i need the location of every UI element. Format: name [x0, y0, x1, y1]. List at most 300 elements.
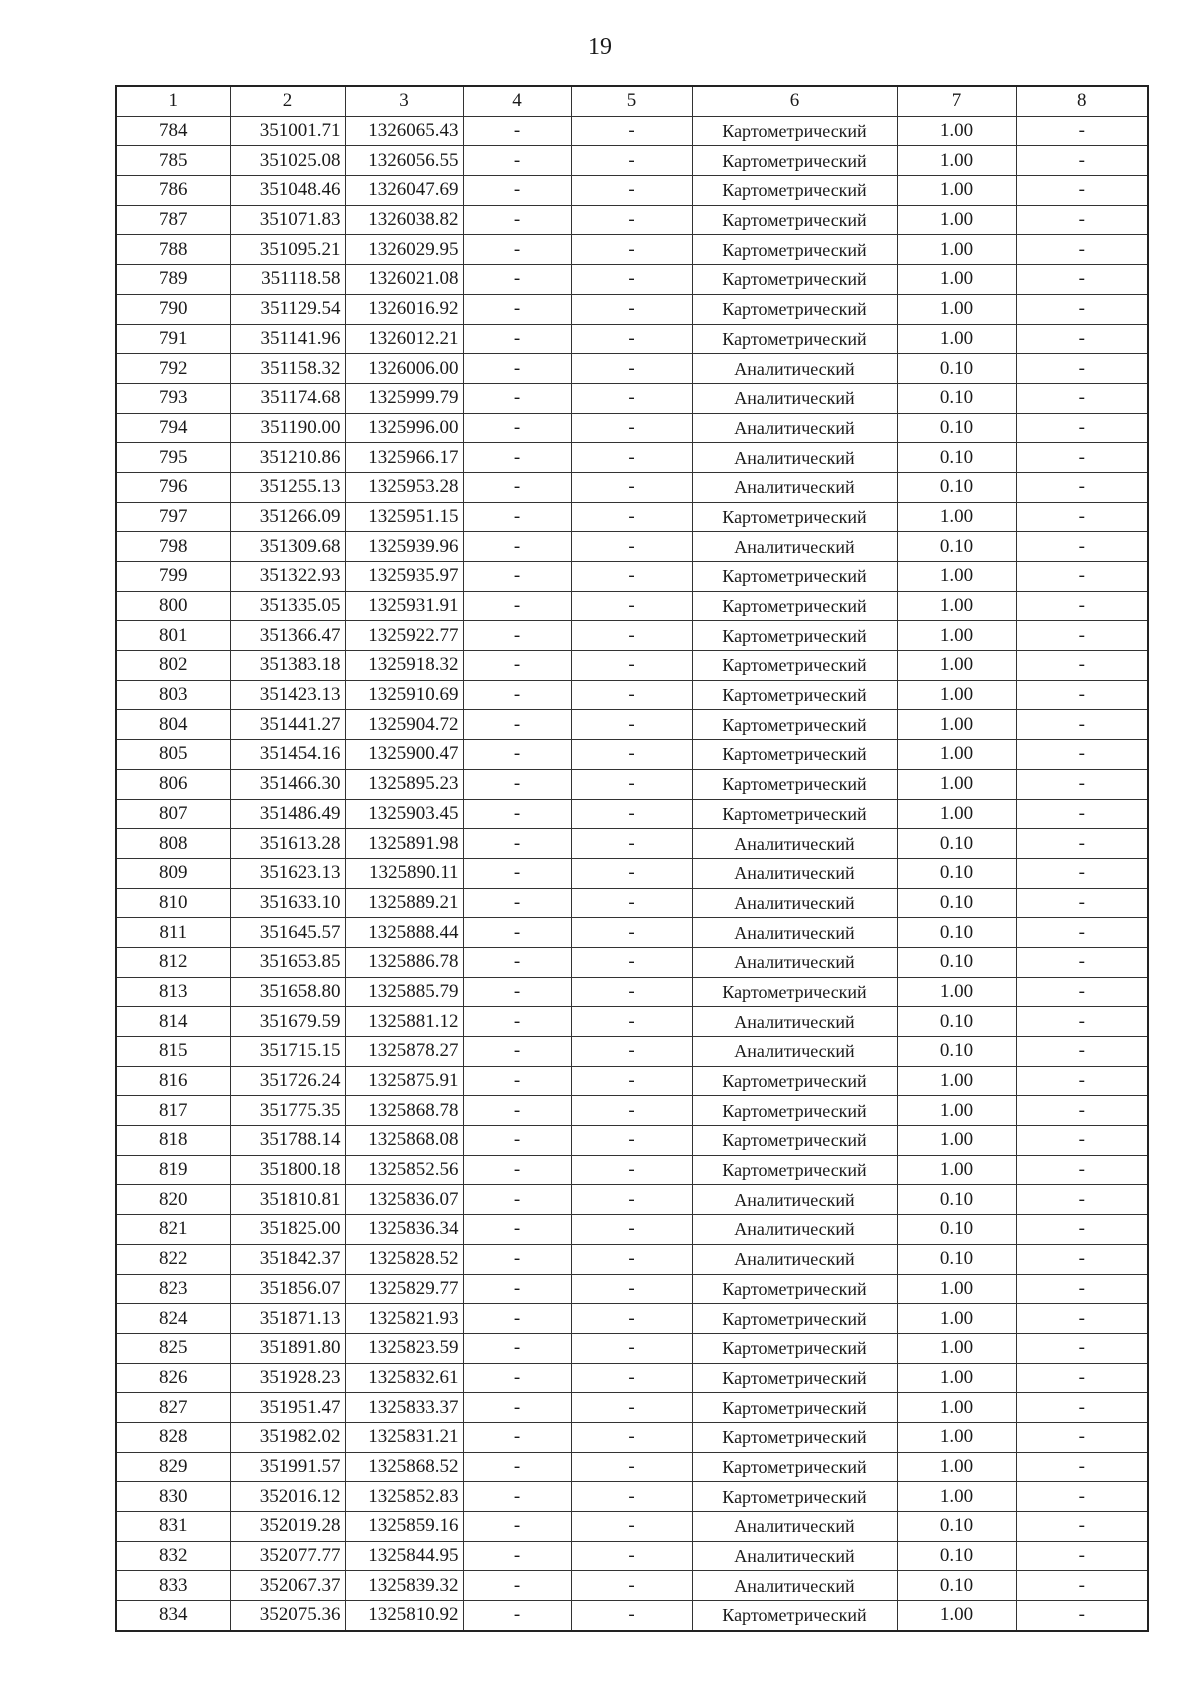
- cell-point-number: 821: [116, 1215, 230, 1245]
- cell-point-number: 830: [116, 1482, 230, 1512]
- cell-x-coordinate: 351309.68: [230, 532, 345, 562]
- cell-col4-value: -: [463, 680, 571, 710]
- cell-y-coordinate: 1325996.00: [345, 413, 463, 443]
- cell-y-coordinate: 1325931.91: [345, 591, 463, 621]
- cell-col5-value: -: [571, 888, 692, 918]
- cell-accuracy: 1.00: [897, 1363, 1016, 1393]
- cell-col4-value: -: [463, 562, 571, 592]
- cell-col8-value: -: [1016, 1571, 1148, 1601]
- cell-x-coordinate: 352077.77: [230, 1541, 345, 1571]
- cell-col4-value: -: [463, 1096, 571, 1126]
- cell-col8-value: -: [1016, 562, 1148, 592]
- cell-y-coordinate: 1325904.72: [345, 710, 463, 740]
- cell-col8-value: -: [1016, 354, 1148, 384]
- cell-accuracy: 1.00: [897, 1393, 1016, 1423]
- cell-accuracy: 0.10: [897, 1541, 1016, 1571]
- cell-point-number: 798: [116, 532, 230, 562]
- cell-method: Аналитический: [692, 888, 897, 918]
- cell-accuracy: 1.00: [897, 176, 1016, 206]
- cell-col4-value: -: [463, 829, 571, 859]
- cell-x-coordinate: 351210.86: [230, 443, 345, 473]
- cell-accuracy: 0.10: [897, 1037, 1016, 1067]
- cell-y-coordinate: 1325844.95: [345, 1541, 463, 1571]
- cell-y-coordinate: 1325868.08: [345, 1126, 463, 1156]
- cell-y-coordinate: 1326065.43: [345, 116, 463, 146]
- cell-col4-value: -: [463, 858, 571, 888]
- table-row: [116, 146, 1148, 176]
- cell-col4-value: -: [463, 502, 571, 532]
- cell-x-coordinate: 351928.23: [230, 1363, 345, 1393]
- cell-col8-value: -: [1016, 532, 1148, 562]
- cell-accuracy: 0.10: [897, 888, 1016, 918]
- cell-accuracy: 1.00: [897, 621, 1016, 651]
- cell-method: Аналитический: [692, 413, 897, 443]
- cell-point-number: 820: [116, 1185, 230, 1215]
- table-row: [116, 1066, 1148, 1096]
- cell-col5-value: -: [571, 1007, 692, 1037]
- cell-col8-value: -: [1016, 591, 1148, 621]
- cell-x-coordinate: 351982.02: [230, 1422, 345, 1452]
- cell-method: Картометрический: [692, 205, 897, 235]
- cell-col5-value: -: [571, 1541, 692, 1571]
- cell-method: Аналитический: [692, 383, 897, 413]
- cell-point-number: 813: [116, 977, 230, 1007]
- cell-point-number: 826: [116, 1363, 230, 1393]
- cell-x-coordinate: 351129.54: [230, 294, 345, 324]
- table-row: [116, 1274, 1148, 1304]
- cell-col5-value: -: [571, 858, 692, 888]
- cell-col4-value: -: [463, 1274, 571, 1304]
- cell-col8-value: -: [1016, 1066, 1148, 1096]
- cell-method: Картометрический: [692, 769, 897, 799]
- cell-col5-value: -: [571, 740, 692, 770]
- cell-col8-value: -: [1016, 205, 1148, 235]
- table-row: [116, 769, 1148, 799]
- cell-x-coordinate: 352016.12: [230, 1482, 345, 1512]
- cell-col8-value: -: [1016, 1482, 1148, 1512]
- cell-col8-value: -: [1016, 176, 1148, 206]
- cell-y-coordinate: 1325810.92: [345, 1601, 463, 1631]
- cell-accuracy: 1.00: [897, 205, 1016, 235]
- cell-point-number: 800: [116, 591, 230, 621]
- cell-col5-value: -: [571, 1126, 692, 1156]
- cell-x-coordinate: 351991.57: [230, 1452, 345, 1482]
- table-row: [116, 116, 1148, 146]
- cell-point-number: 827: [116, 1393, 230, 1423]
- cell-method: Аналитический: [692, 1512, 897, 1542]
- cell-col4-value: -: [463, 1422, 571, 1452]
- cell-y-coordinate: 1325951.15: [345, 502, 463, 532]
- table-row: [116, 205, 1148, 235]
- cell-accuracy: 1.00: [897, 324, 1016, 354]
- cell-col8-value: -: [1016, 502, 1148, 532]
- cell-x-coordinate: 351633.10: [230, 888, 345, 918]
- cell-y-coordinate: 1326038.82: [345, 205, 463, 235]
- cell-accuracy: 0.10: [897, 1571, 1016, 1601]
- cell-col8-value: -: [1016, 235, 1148, 265]
- cell-point-number: 807: [116, 799, 230, 829]
- column-header-8: 8: [1016, 86, 1148, 116]
- cell-y-coordinate: 1325852.56: [345, 1155, 463, 1185]
- cell-accuracy: 1.00: [897, 235, 1016, 265]
- cell-col8-value: -: [1016, 1007, 1148, 1037]
- table-row: [116, 1185, 1148, 1215]
- cell-y-coordinate: 1325852.83: [345, 1482, 463, 1512]
- cell-accuracy: 1.00: [897, 1155, 1016, 1185]
- cell-col4-value: -: [463, 1482, 571, 1512]
- cell-method: Картометрический: [692, 1096, 897, 1126]
- table-row: [116, 799, 1148, 829]
- table-row: [116, 1007, 1148, 1037]
- cell-col4-value: -: [463, 1541, 571, 1571]
- cell-x-coordinate: 351423.13: [230, 680, 345, 710]
- cell-col5-value: -: [571, 1571, 692, 1601]
- cell-y-coordinate: 1325891.98: [345, 829, 463, 859]
- page-number: 19: [588, 34, 612, 60]
- cell-col5-value: -: [571, 116, 692, 146]
- cell-col5-value: -: [571, 562, 692, 592]
- cell-x-coordinate: 351158.32: [230, 354, 345, 384]
- cell-accuracy: 1.00: [897, 680, 1016, 710]
- cell-point-number: 808: [116, 829, 230, 859]
- cell-col5-value: -: [571, 532, 692, 562]
- cell-point-number: 785: [116, 146, 230, 176]
- table-row: [116, 591, 1148, 621]
- cell-accuracy: 1.00: [897, 651, 1016, 681]
- cell-x-coordinate: 351891.80: [230, 1333, 345, 1363]
- cell-x-coordinate: 351071.83: [230, 205, 345, 235]
- table-row: [116, 977, 1148, 1007]
- cell-col4-value: -: [463, 1007, 571, 1037]
- cell-col5-value: -: [571, 977, 692, 1007]
- cell-y-coordinate: 1326056.55: [345, 146, 463, 176]
- cell-x-coordinate: 351001.71: [230, 116, 345, 146]
- table-row: [116, 1155, 1148, 1185]
- cell-y-coordinate: 1325999.79: [345, 383, 463, 413]
- cell-point-number: 791: [116, 324, 230, 354]
- cell-method: Картометрический: [692, 591, 897, 621]
- cell-col4-value: -: [463, 1215, 571, 1245]
- cell-y-coordinate: 1325953.28: [345, 472, 463, 502]
- cell-point-number: 832: [116, 1541, 230, 1571]
- cell-col8-value: -: [1016, 977, 1148, 1007]
- cell-point-number: 793: [116, 383, 230, 413]
- cell-y-coordinate: 1326047.69: [345, 176, 463, 206]
- cell-x-coordinate: 351623.13: [230, 858, 345, 888]
- cell-x-coordinate: 351800.18: [230, 1155, 345, 1185]
- cell-y-coordinate: 1325829.77: [345, 1274, 463, 1304]
- cell-col5-value: -: [571, 799, 692, 829]
- cell-x-coordinate: 351025.08: [230, 146, 345, 176]
- cell-accuracy: 0.10: [897, 443, 1016, 473]
- cell-method: Аналитический: [692, 858, 897, 888]
- cell-accuracy: 1.00: [897, 591, 1016, 621]
- cell-x-coordinate: 351335.05: [230, 591, 345, 621]
- cell-accuracy: 0.10: [897, 829, 1016, 859]
- cell-accuracy: 0.10: [897, 354, 1016, 384]
- cell-point-number: 819: [116, 1155, 230, 1185]
- cell-point-number: 805: [116, 740, 230, 770]
- cell-col5-value: -: [571, 1333, 692, 1363]
- cell-accuracy: 1.00: [897, 710, 1016, 740]
- cell-col5-value: -: [571, 1274, 692, 1304]
- cell-x-coordinate: 351366.47: [230, 621, 345, 651]
- cell-col5-value: -: [571, 146, 692, 176]
- cell-y-coordinate: 1325886.78: [345, 947, 463, 977]
- cell-point-number: 833: [116, 1571, 230, 1601]
- cell-y-coordinate: 1326012.21: [345, 324, 463, 354]
- column-header-2: 2: [230, 86, 345, 116]
- cell-accuracy: 1.00: [897, 1274, 1016, 1304]
- cell-col4-value: -: [463, 621, 571, 651]
- cell-method: Картометрический: [692, 621, 897, 651]
- cell-x-coordinate: 352019.28: [230, 1512, 345, 1542]
- cell-x-coordinate: 351255.13: [230, 472, 345, 502]
- cell-col8-value: -: [1016, 294, 1148, 324]
- cell-col8-value: -: [1016, 1601, 1148, 1631]
- cell-y-coordinate: 1325875.91: [345, 1066, 463, 1096]
- cell-col4-value: -: [463, 740, 571, 770]
- table-row: [116, 858, 1148, 888]
- table-row: [116, 710, 1148, 740]
- table-row: [116, 502, 1148, 532]
- cell-point-number: 804: [116, 710, 230, 740]
- cell-accuracy: 1.00: [897, 1096, 1016, 1126]
- cell-col8-value: -: [1016, 1304, 1148, 1334]
- table-row: [116, 1244, 1148, 1274]
- cell-col5-value: -: [571, 1482, 692, 1512]
- cell-col4-value: -: [463, 472, 571, 502]
- table-row: [116, 472, 1148, 502]
- cell-col4-value: -: [463, 324, 571, 354]
- cell-method: Аналитический: [692, 947, 897, 977]
- cell-x-coordinate: 351466.30: [230, 769, 345, 799]
- table-row: [116, 829, 1148, 859]
- cell-col5-value: -: [571, 354, 692, 384]
- cell-x-coordinate: 351679.59: [230, 1007, 345, 1037]
- cell-accuracy: 1.00: [897, 1452, 1016, 1482]
- cell-method: Аналитический: [692, 829, 897, 859]
- table-row: [116, 651, 1148, 681]
- cell-col4-value: -: [463, 116, 571, 146]
- cell-method: Картометрический: [692, 176, 897, 206]
- table-row: [116, 680, 1148, 710]
- cell-col8-value: -: [1016, 1037, 1148, 1067]
- cell-point-number: 795: [116, 443, 230, 473]
- cell-y-coordinate: 1326021.08: [345, 265, 463, 295]
- table-row: [116, 1037, 1148, 1067]
- cell-col4-value: -: [463, 146, 571, 176]
- cell-point-number: 799: [116, 562, 230, 592]
- cell-y-coordinate: 1325828.52: [345, 1244, 463, 1274]
- cell-col8-value: -: [1016, 1363, 1148, 1393]
- cell-col4-value: -: [463, 265, 571, 295]
- cell-col5-value: -: [571, 710, 692, 740]
- cell-x-coordinate: 351658.80: [230, 977, 345, 1007]
- cell-col8-value: -: [1016, 1185, 1148, 1215]
- column-header-5: 5: [571, 86, 692, 116]
- cell-y-coordinate: 1325885.79: [345, 977, 463, 1007]
- cell-y-coordinate: 1325821.93: [345, 1304, 463, 1334]
- cell-col4-value: -: [463, 710, 571, 740]
- cell-method: Картометрический: [692, 977, 897, 1007]
- cell-col8-value: -: [1016, 1333, 1148, 1363]
- table-body: [116, 116, 1148, 1631]
- cell-point-number: 812: [116, 947, 230, 977]
- cell-col4-value: -: [463, 888, 571, 918]
- cell-x-coordinate: 351951.47: [230, 1393, 345, 1423]
- cell-point-number: 815: [116, 1037, 230, 1067]
- cell-accuracy: 0.10: [897, 1215, 1016, 1245]
- cell-y-coordinate: 1325890.11: [345, 858, 463, 888]
- cell-x-coordinate: 351653.85: [230, 947, 345, 977]
- cell-method: Аналитический: [692, 443, 897, 473]
- cell-col8-value: -: [1016, 829, 1148, 859]
- cell-col4-value: -: [463, 1393, 571, 1423]
- cell-method: Картометрический: [692, 146, 897, 176]
- table-row: [116, 1601, 1148, 1631]
- cell-col5-value: -: [571, 769, 692, 799]
- cell-method: Аналитический: [692, 1185, 897, 1215]
- cell-col8-value: -: [1016, 799, 1148, 829]
- cell-accuracy: 1.00: [897, 1333, 1016, 1363]
- cell-col8-value: -: [1016, 1155, 1148, 1185]
- cell-method: Картометрический: [692, 680, 897, 710]
- cell-accuracy: 1.00: [897, 146, 1016, 176]
- cell-y-coordinate: 1325888.44: [345, 918, 463, 948]
- cell-point-number: 831: [116, 1512, 230, 1542]
- table-row: [116, 443, 1148, 473]
- column-header-3: 3: [345, 86, 463, 116]
- cell-point-number: 810: [116, 888, 230, 918]
- cell-col4-value: -: [463, 294, 571, 324]
- cell-col5-value: -: [571, 918, 692, 948]
- cell-col4-value: -: [463, 413, 571, 443]
- cell-point-number: 824: [116, 1304, 230, 1334]
- cell-point-number: 802: [116, 651, 230, 681]
- cell-point-number: 828: [116, 1422, 230, 1452]
- cell-accuracy: 1.00: [897, 294, 1016, 324]
- cell-x-coordinate: 351048.46: [230, 176, 345, 206]
- cell-col8-value: -: [1016, 1452, 1148, 1482]
- cell-method: Картометрический: [692, 1363, 897, 1393]
- cell-x-coordinate: 351174.68: [230, 383, 345, 413]
- cell-point-number: 822: [116, 1244, 230, 1274]
- cell-col8-value: -: [1016, 265, 1148, 295]
- cell-method: Картометрический: [692, 1601, 897, 1631]
- cell-col8-value: -: [1016, 858, 1148, 888]
- cell-point-number: 784: [116, 116, 230, 146]
- cell-col4-value: -: [463, 977, 571, 1007]
- cell-x-coordinate: 351645.57: [230, 918, 345, 948]
- cell-y-coordinate: 1325966.17: [345, 443, 463, 473]
- cell-method: Картометрический: [692, 562, 897, 592]
- cell-col8-value: -: [1016, 621, 1148, 651]
- cell-method: Аналитический: [692, 1215, 897, 1245]
- cell-point-number: 816: [116, 1066, 230, 1096]
- cell-x-coordinate: 351441.27: [230, 710, 345, 740]
- cell-y-coordinate: 1325839.32: [345, 1571, 463, 1601]
- cell-col5-value: -: [571, 1363, 692, 1393]
- cell-col4-value: -: [463, 947, 571, 977]
- cell-col8-value: -: [1016, 324, 1148, 354]
- cell-col4-value: -: [463, 1571, 571, 1601]
- cell-method: Картометрический: [692, 1304, 897, 1334]
- cell-col8-value: -: [1016, 472, 1148, 502]
- column-header-6: 6: [692, 86, 897, 116]
- cell-col5-value: -: [571, 1512, 692, 1542]
- cell-accuracy: 1.00: [897, 116, 1016, 146]
- cell-col8-value: -: [1016, 769, 1148, 799]
- cell-y-coordinate: 1326016.92: [345, 294, 463, 324]
- cell-x-coordinate: 351726.24: [230, 1066, 345, 1096]
- cell-accuracy: 0.10: [897, 383, 1016, 413]
- cell-point-number: 786: [116, 176, 230, 206]
- table-row: [116, 1333, 1148, 1363]
- cell-x-coordinate: 351141.96: [230, 324, 345, 354]
- table-row: [116, 1452, 1148, 1482]
- cell-col8-value: -: [1016, 888, 1148, 918]
- cell-col5-value: -: [571, 1037, 692, 1067]
- cell-method: Аналитический: [692, 1007, 897, 1037]
- cell-col8-value: -: [1016, 710, 1148, 740]
- table-row: [116, 740, 1148, 770]
- cell-col4-value: -: [463, 176, 571, 206]
- cell-x-coordinate: 351871.13: [230, 1304, 345, 1334]
- cell-col8-value: -: [1016, 413, 1148, 443]
- cell-col8-value: -: [1016, 1512, 1148, 1542]
- cell-point-number: 787: [116, 205, 230, 235]
- cell-y-coordinate: 1325939.96: [345, 532, 463, 562]
- cell-point-number: 788: [116, 235, 230, 265]
- cell-col8-value: -: [1016, 918, 1148, 948]
- cell-method: Аналитический: [692, 1037, 897, 1067]
- cell-y-coordinate: 1325910.69: [345, 680, 463, 710]
- table-row: [116, 532, 1148, 562]
- cell-x-coordinate: 351842.37: [230, 1244, 345, 1274]
- cell-x-coordinate: 351190.00: [230, 413, 345, 443]
- cell-x-coordinate: 351454.16: [230, 740, 345, 770]
- table-row: [116, 1304, 1148, 1334]
- cell-point-number: 814: [116, 1007, 230, 1037]
- cell-y-coordinate: 1325895.23: [345, 769, 463, 799]
- cell-y-coordinate: 1325833.37: [345, 1393, 463, 1423]
- table-row: [116, 324, 1148, 354]
- cell-col5-value: -: [571, 1096, 692, 1126]
- cell-x-coordinate: 351383.18: [230, 651, 345, 681]
- table-row: [116, 1512, 1148, 1542]
- cell-col5-value: -: [571, 591, 692, 621]
- cell-accuracy: 0.10: [897, 1512, 1016, 1542]
- cell-y-coordinate: 1325831.21: [345, 1422, 463, 1452]
- cell-col5-value: -: [571, 502, 692, 532]
- cell-col8-value: -: [1016, 1215, 1148, 1245]
- cell-method: Картометрический: [692, 235, 897, 265]
- cell-accuracy: 0.10: [897, 1007, 1016, 1037]
- table-row: [116, 235, 1148, 265]
- cell-point-number: 825: [116, 1333, 230, 1363]
- cell-method: Аналитический: [692, 918, 897, 948]
- cell-col5-value: -: [571, 829, 692, 859]
- cell-col4-value: -: [463, 532, 571, 562]
- cell-col8-value: -: [1016, 947, 1148, 977]
- cell-accuracy: 0.10: [897, 947, 1016, 977]
- table-row: [116, 176, 1148, 206]
- cell-col8-value: -: [1016, 651, 1148, 681]
- cell-method: Аналитический: [692, 1541, 897, 1571]
- table-row: [116, 1126, 1148, 1156]
- cell-col5-value: -: [571, 324, 692, 354]
